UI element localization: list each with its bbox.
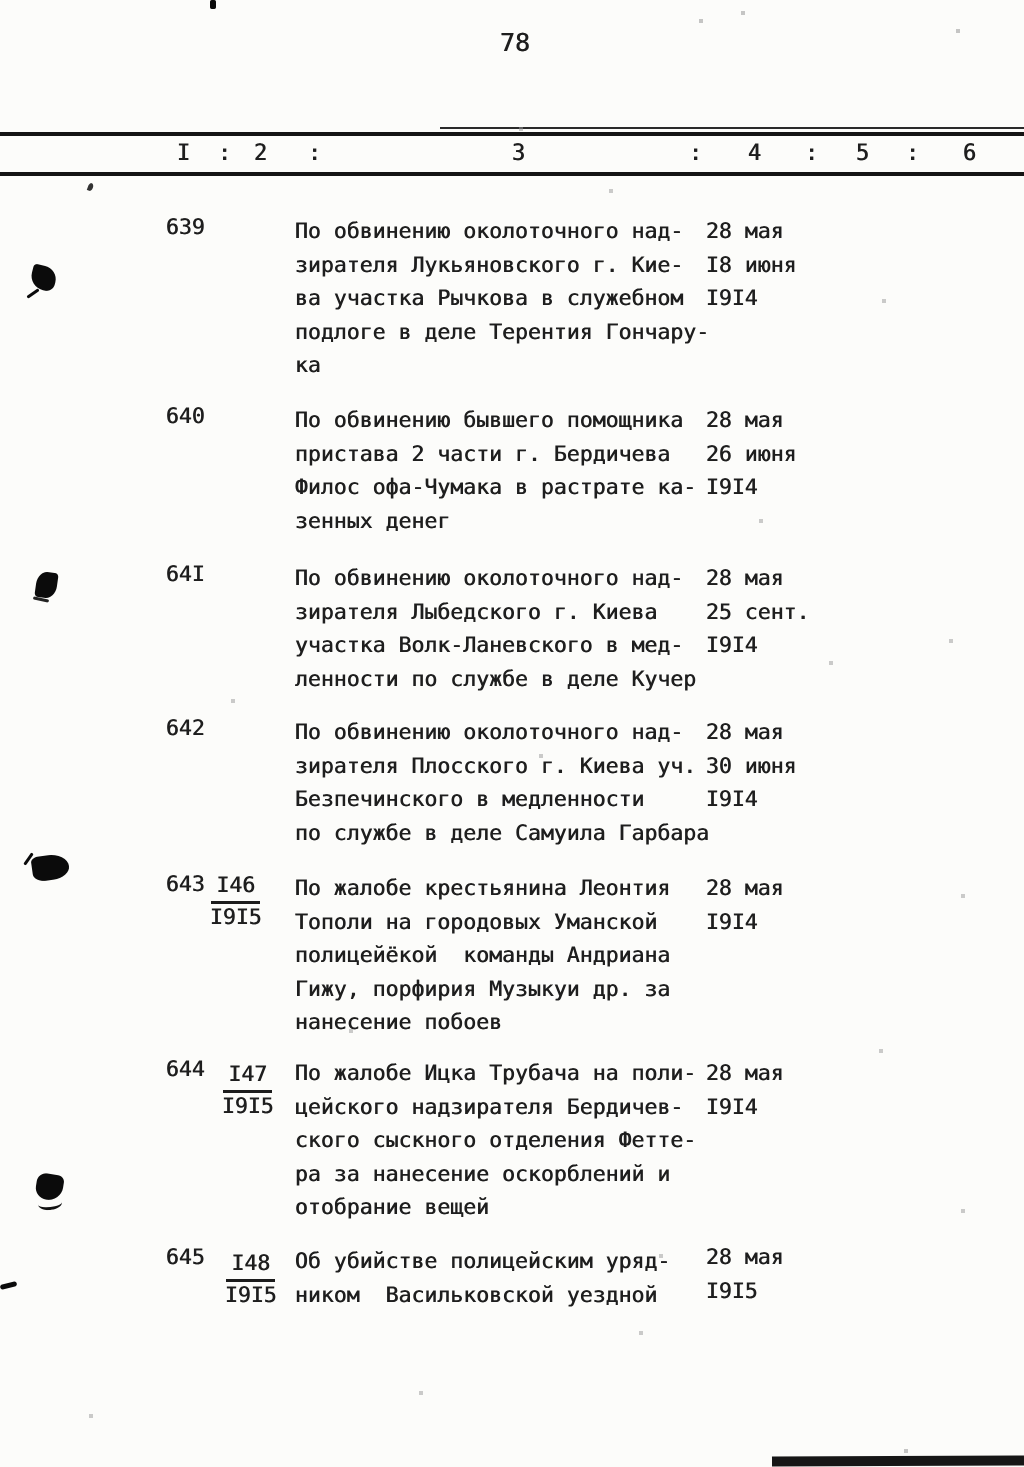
ink-blot-tail: [26, 288, 39, 298]
description-line: Филос офа-Чумака в растрате ка-: [295, 475, 697, 500]
case-reference: [210, 872, 262, 932]
entry-description: [295, 1057, 696, 1225]
entry-dates: [706, 872, 784, 939]
date-line: 28 мая: [706, 408, 784, 433]
date-line: 28 мая: [706, 1245, 784, 1270]
entry-number: 64I: [166, 562, 205, 587]
column-header-6: 6: [963, 141, 977, 166]
description-line: зирателя Плосского г. Киева уч.: [295, 753, 697, 779]
description-line: Тополи на городовых Уманской: [295, 909, 658, 935]
entry-dates: [706, 1057, 784, 1124]
entry-number: 643: [166, 872, 205, 897]
entry-description: [295, 404, 696, 538]
date-line: 25 сент.: [706, 599, 810, 625]
date-line: 28 мая: [706, 876, 784, 901]
description-line: По жалобе крестьянина Леонтия: [295, 876, 671, 901]
column-header-1: I: [177, 141, 191, 166]
date-line: 28 мая: [706, 566, 784, 591]
page-number: 78: [500, 28, 531, 57]
paper-dust-specks: [0, 0, 2, 2]
description-line: Безпечинского в медленности: [295, 787, 645, 812]
date-line: I9I4: [706, 787, 758, 812]
table-header-bottom-rule: [0, 172, 1024, 176]
entry-description: [295, 872, 670, 1040]
column-separator: :: [805, 141, 819, 166]
description-line: По обвинению околоточного над-: [295, 219, 684, 244]
case-reference: [222, 1061, 274, 1121]
description-line: зирателя Лыбедского г. Киева: [295, 599, 658, 625]
description-line: Об убийстве полицейским уряд-: [295, 1249, 671, 1274]
entry-dates: [706, 562, 810, 663]
entry-dates: [706, 404, 797, 505]
entry-description: [295, 716, 709, 850]
date-line: 28 мая: [706, 720, 784, 745]
description-line: цейского надзирателя Бердичев-: [295, 1094, 684, 1120]
date-line: I9I4: [706, 909, 758, 935]
pencil-dash-mark: [0, 1281, 17, 1290]
case-reference-year: I9I5: [210, 905, 262, 930]
table-column-header-row: [0, 141, 1024, 171]
column-separator: :: [689, 141, 703, 166]
column-header-3: 3: [512, 141, 526, 166]
date-line: I9I4: [706, 286, 758, 311]
column-header-5: 5: [856, 141, 870, 166]
date-line: I9I4: [706, 633, 758, 658]
description-line: ленности по службе в деле Кучер: [295, 666, 697, 692]
table-top-rule: [0, 132, 1024, 136]
description-line: зирателя Лукьяновского г. Кие-: [295, 252, 684, 278]
date-line: I9I4: [706, 1094, 758, 1120]
column-header-2: 2: [254, 141, 268, 166]
case-reference: [225, 1250, 277, 1310]
description-line: ского сыскного отделения Фетте-: [295, 1128, 697, 1153]
entry-number: 642: [166, 716, 205, 741]
ink-blot-curl: [37, 1196, 62, 1211]
ink-blot: [34, 571, 58, 600]
description-line: Гижу, порфирия Музыкуи др. за: [295, 976, 671, 1002]
date-line: 26 июня: [706, 441, 797, 467]
description-line: участка Волк-Ланевского в мед-: [295, 633, 684, 658]
ink-speck: [87, 182, 94, 191]
entry-number: 640: [166, 404, 205, 429]
description-line: По обвинению околоточного над-: [295, 720, 684, 745]
description-line: подлоге в деле Терентия Гончару-: [295, 319, 710, 345]
scan-edge-tick: [210, 0, 216, 9]
description-line: отобрание вещей: [295, 1195, 490, 1220]
column-separator: :: [906, 141, 920, 166]
entry-number: 645: [166, 1245, 205, 1270]
entry-dates: [706, 716, 797, 817]
scan-edge-bar: [772, 1455, 1024, 1466]
entry-description: [295, 1245, 670, 1312]
case-reference-year: I9I5: [222, 1094, 274, 1119]
date-line: I9I5: [706, 1278, 758, 1304]
entry-dates: [706, 215, 797, 316]
date-line: 30 июня: [706, 753, 797, 779]
description-line: ником Васильковской уездной: [295, 1282, 658, 1308]
case-reference-number: I46: [211, 872, 260, 904]
case-reference-number: I48: [226, 1250, 275, 1282]
date-line: I9I4: [706, 475, 758, 500]
ink-blot: [28, 263, 58, 292]
date-line: 28 мая: [706, 1061, 784, 1086]
date-line: I8 июня: [706, 252, 797, 278]
description-line: зенных денег: [295, 508, 451, 534]
entry-description: [295, 562, 696, 696]
description-line: по службе в деле Самуила Гарбара: [295, 820, 710, 846]
description-line: ка: [295, 353, 321, 378]
description-line: полицейёкой команды Андриана: [295, 943, 671, 968]
entry-dates: [706, 1241, 784, 1308]
entry-description: [295, 215, 709, 383]
description-line: ва участка Рычкова в служебном: [295, 286, 684, 311]
column-separator: :: [218, 141, 232, 166]
description-line: По жалобе Ицка Трубача на поли-: [295, 1061, 697, 1086]
date-line: 28 мая: [706, 219, 784, 244]
case-reference-number: I47: [223, 1061, 272, 1093]
case-reference-year: I9I5: [225, 1283, 277, 1308]
description-line: пристава 2 части г. Бердичева: [295, 441, 671, 467]
description-line: ра за нанесение оскорблений и: [295, 1161, 671, 1187]
column-header-4: 4: [748, 141, 762, 166]
description-line: По обвинению бывшего помощника: [295, 408, 684, 433]
column-separator: :: [308, 141, 322, 166]
ink-blot: [30, 853, 70, 883]
entry-number: 644: [166, 1057, 205, 1082]
description-line: По обвинению околоточного над-: [295, 566, 684, 591]
description-line: нанесение побоев: [295, 1010, 503, 1035]
entry-number: 639: [166, 215, 205, 240]
